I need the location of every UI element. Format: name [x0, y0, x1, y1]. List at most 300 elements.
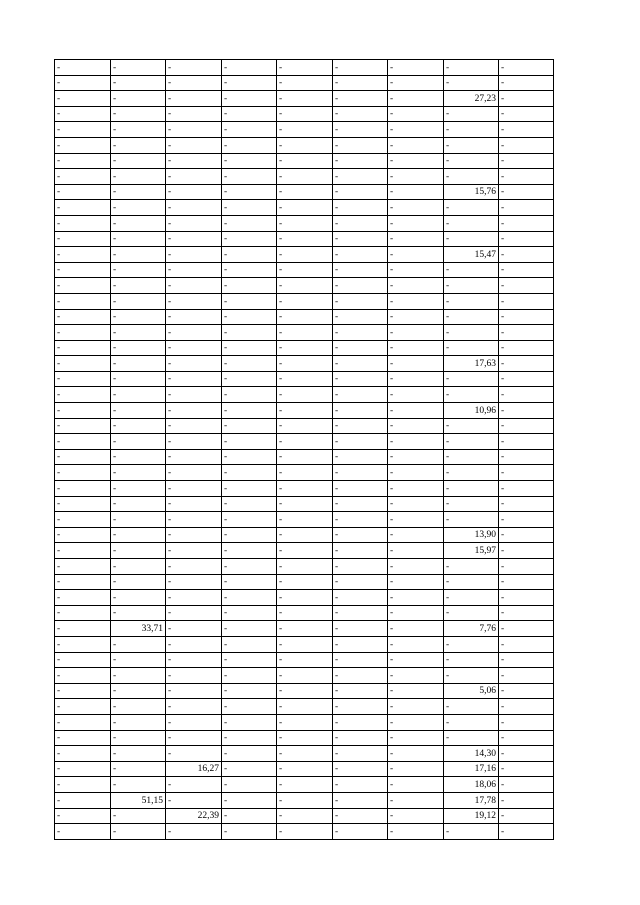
table-cell: - [166, 792, 222, 808]
table-cell: 14,30 [444, 746, 499, 762]
table-cell: - [277, 184, 333, 200]
table-cell: - [499, 153, 554, 169]
table-cell: - [277, 371, 333, 387]
table-cell: - [388, 761, 444, 777]
table-cell: - [166, 403, 222, 419]
table-cell: 7,76 [444, 621, 499, 637]
table-row [55, 683, 554, 699]
table-cell: - [277, 761, 333, 777]
table-cell: - [388, 465, 444, 481]
table-cell: - [222, 496, 277, 512]
table-cell: - [388, 636, 444, 652]
table-cell: - [166, 247, 222, 263]
table-cell: - [111, 496, 166, 512]
table-cell: - [333, 574, 388, 590]
table-cell: - [111, 714, 166, 730]
table-cell: - [388, 184, 444, 200]
table-cell: - [499, 527, 554, 543]
table-cell: - [222, 184, 277, 200]
table-row [55, 714, 554, 730]
table-cell: - [444, 75, 499, 91]
table-cell: - [166, 699, 222, 715]
table-cell: - [277, 106, 333, 122]
table-row [55, 777, 554, 793]
table-cell: - [388, 730, 444, 746]
table-cell: - [388, 215, 444, 231]
table-cell: - [55, 75, 111, 91]
table-row [55, 621, 554, 637]
table-cell: - [388, 247, 444, 263]
table-cell: - [222, 481, 277, 497]
table-cell: - [55, 590, 111, 606]
table-cell: - [499, 293, 554, 309]
table-cell: - [222, 465, 277, 481]
table-cell: - [277, 262, 333, 278]
table-row [55, 75, 554, 91]
table-cell: - [111, 668, 166, 684]
table-cell: - [166, 730, 222, 746]
table-cell: - [388, 169, 444, 185]
table-cell: - [111, 75, 166, 91]
table-cell: 33,71 [111, 621, 166, 637]
table-cell: - [222, 621, 277, 637]
table-cell: - [111, 184, 166, 200]
table-cell: - [499, 621, 554, 637]
table-cell: - [111, 169, 166, 185]
table-cell: - [333, 122, 388, 138]
table-cell: - [277, 75, 333, 91]
table-row [55, 340, 554, 356]
table-cell: - [166, 543, 222, 559]
table-cell: - [388, 356, 444, 372]
table-cell: - [333, 60, 388, 76]
table-cell: - [222, 512, 277, 528]
table-cell: - [222, 434, 277, 450]
table-cell: - [222, 792, 277, 808]
table-cell: - [444, 293, 499, 309]
table-cell: - [499, 824, 554, 840]
table-cell: - [499, 746, 554, 762]
table-cell: - [333, 106, 388, 122]
table-cell: - [55, 808, 111, 824]
table-cell: - [333, 215, 388, 231]
table-cell: - [444, 496, 499, 512]
table-cell: - [55, 387, 111, 403]
table-cell: - [277, 605, 333, 621]
table-cell: 13,90 [444, 527, 499, 543]
table-cell: - [444, 699, 499, 715]
table-cell: - [388, 746, 444, 762]
table-cell: - [222, 574, 277, 590]
table-cell: - [55, 636, 111, 652]
table-cell: - [388, 434, 444, 450]
table-row [55, 60, 554, 76]
table-cell: - [277, 60, 333, 76]
table-cell: - [222, 449, 277, 465]
table-cell: - [444, 590, 499, 606]
table-cell: - [111, 309, 166, 325]
table-cell: - [111, 60, 166, 76]
table-cell: - [55, 418, 111, 434]
table-cell: - [222, 325, 277, 341]
table-row [55, 231, 554, 247]
table-cell: - [55, 683, 111, 699]
table-cell: - [222, 75, 277, 91]
table-cell: - [277, 169, 333, 185]
table-cell: - [388, 621, 444, 637]
table-cell: - [55, 91, 111, 107]
table-cell: - [55, 106, 111, 122]
table-cell: - [499, 559, 554, 575]
table-cell: - [55, 496, 111, 512]
table-row [55, 824, 554, 840]
table-cell: - [277, 356, 333, 372]
table-cell: - [499, 75, 554, 91]
table-cell: - [166, 371, 222, 387]
table-cell: - [333, 371, 388, 387]
table-cell: - [499, 574, 554, 590]
table-cell: - [444, 434, 499, 450]
table-row [55, 512, 554, 528]
table-row [55, 418, 554, 434]
table-cell: - [166, 309, 222, 325]
table-cell: - [499, 262, 554, 278]
table-cell: - [55, 137, 111, 153]
table-cell: - [166, 60, 222, 76]
table-cell: - [333, 730, 388, 746]
table-cell: - [277, 792, 333, 808]
table-cell: - [444, 652, 499, 668]
table-cell: - [333, 231, 388, 247]
table-cell: - [111, 215, 166, 231]
table-cell: - [111, 371, 166, 387]
data-table [54, 59, 554, 840]
table-cell: - [388, 122, 444, 138]
table-cell: - [499, 543, 554, 559]
table-cell: - [388, 590, 444, 606]
table-cell: 16,27 [166, 761, 222, 777]
table-cell: - [222, 169, 277, 185]
table-cell: - [111, 605, 166, 621]
table-cell: - [333, 91, 388, 107]
table-cell: - [277, 668, 333, 684]
table-cell: - [499, 449, 554, 465]
table-cell: - [444, 106, 499, 122]
table-cell: - [166, 668, 222, 684]
table-cell: - [333, 559, 388, 575]
table-cell: - [333, 434, 388, 450]
table-row [55, 215, 554, 231]
table-cell: - [111, 137, 166, 153]
table-cell: 51,15 [111, 792, 166, 808]
table-cell: - [222, 293, 277, 309]
table-row [55, 590, 554, 606]
table-cell: - [333, 824, 388, 840]
table-cell: - [333, 746, 388, 762]
table-cell: - [277, 325, 333, 341]
table-cell: - [277, 247, 333, 263]
table-cell: - [222, 309, 277, 325]
table-cell: - [55, 824, 111, 840]
table-cell: - [166, 75, 222, 91]
table-cell: - [444, 730, 499, 746]
table-cell: - [499, 200, 554, 216]
table-cell: - [499, 403, 554, 419]
table-cell: - [277, 403, 333, 419]
table-cell: - [55, 449, 111, 465]
table-row [55, 746, 554, 762]
table-cell: - [222, 247, 277, 263]
table-cell: - [444, 481, 499, 497]
table-cell: 22,39 [166, 808, 222, 824]
table-cell: - [111, 465, 166, 481]
table-cell: - [166, 387, 222, 403]
table-cell: - [111, 559, 166, 575]
table-cell: - [444, 60, 499, 76]
table-cell: - [166, 652, 222, 668]
table-cell: - [111, 824, 166, 840]
table-cell: - [388, 293, 444, 309]
table-cell: - [333, 652, 388, 668]
table-row [55, 169, 554, 185]
table-cell: - [444, 668, 499, 684]
table-row [55, 262, 554, 278]
table-cell: 15,76 [444, 184, 499, 200]
table-cell: - [444, 387, 499, 403]
table-row [55, 387, 554, 403]
table-cell: - [277, 808, 333, 824]
table-cell: - [333, 683, 388, 699]
table-cell: - [333, 481, 388, 497]
table-cell: - [277, 215, 333, 231]
table-cell: - [55, 293, 111, 309]
table-cell: - [499, 730, 554, 746]
table-cell: - [277, 824, 333, 840]
table-cell: - [499, 605, 554, 621]
table-cell: - [333, 278, 388, 294]
table-cell: - [444, 309, 499, 325]
table-cell: - [222, 60, 277, 76]
table-cell: - [55, 60, 111, 76]
table-cell: - [111, 527, 166, 543]
table-cell: - [499, 652, 554, 668]
table-cell: 17,78 [444, 792, 499, 808]
table-cell: - [388, 543, 444, 559]
table-cell: 17,63 [444, 356, 499, 372]
table-cell: - [499, 512, 554, 528]
table-cell: - [222, 527, 277, 543]
table-cell: - [499, 387, 554, 403]
table-cell: - [444, 449, 499, 465]
table-cell: 17,16 [444, 761, 499, 777]
table-cell: - [388, 91, 444, 107]
table-cell: - [111, 403, 166, 419]
table-cell: - [277, 449, 333, 465]
table-cell: - [277, 527, 333, 543]
table-cell: - [222, 278, 277, 294]
table-cell: - [499, 169, 554, 185]
table-cell: - [166, 434, 222, 450]
table-cell: - [499, 808, 554, 824]
table-cell: - [55, 309, 111, 325]
table-cell: - [55, 215, 111, 231]
table-cell: - [111, 340, 166, 356]
table-row [55, 434, 554, 450]
table-cell: - [444, 153, 499, 169]
table-cell: - [166, 574, 222, 590]
table-cell: - [111, 325, 166, 341]
table-cell: - [499, 231, 554, 247]
table-cell: - [388, 137, 444, 153]
table-row [55, 761, 554, 777]
table-cell: - [166, 777, 222, 793]
table-cell: - [55, 340, 111, 356]
table-cell: - [333, 590, 388, 606]
table-row [55, 543, 554, 559]
table-cell: - [222, 91, 277, 107]
table-cell: - [333, 340, 388, 356]
table-cell: - [55, 668, 111, 684]
table-cell: - [333, 262, 388, 278]
table-cell: - [444, 465, 499, 481]
table-cell: - [111, 636, 166, 652]
table-cell: - [444, 325, 499, 341]
table-cell: - [166, 122, 222, 138]
table-cell: - [444, 636, 499, 652]
table-cell: - [222, 730, 277, 746]
table-cell: - [277, 496, 333, 512]
table-cell: - [222, 746, 277, 762]
table-cell: - [222, 418, 277, 434]
table-cell: - [499, 309, 554, 325]
table-cell: - [111, 652, 166, 668]
table-cell: - [333, 387, 388, 403]
table-cell: - [388, 527, 444, 543]
table-cell: - [388, 403, 444, 419]
table-row [55, 325, 554, 341]
table-cell: - [444, 122, 499, 138]
table-cell: - [333, 169, 388, 185]
table-cell: - [111, 293, 166, 309]
table-cell: - [166, 590, 222, 606]
table-cell: - [55, 153, 111, 169]
table-cell: - [222, 122, 277, 138]
table-cell: - [333, 247, 388, 263]
table-cell: - [55, 371, 111, 387]
table-cell: - [55, 184, 111, 200]
table-row [55, 309, 554, 325]
table-cell: - [388, 75, 444, 91]
table-cell: - [277, 590, 333, 606]
table-cell: - [388, 824, 444, 840]
table-row [55, 371, 554, 387]
table-row [55, 808, 554, 824]
table-cell: - [166, 621, 222, 637]
table-cell: - [444, 574, 499, 590]
table-cell: 15,97 [444, 543, 499, 559]
table-cell: - [55, 730, 111, 746]
table-cell: - [333, 714, 388, 730]
table-cell: - [55, 122, 111, 138]
table-cell: - [333, 668, 388, 684]
table-cell: - [277, 309, 333, 325]
table-row [55, 527, 554, 543]
table-cell: - [166, 231, 222, 247]
table-cell: - [388, 340, 444, 356]
table-cell: - [333, 200, 388, 216]
table-cell: - [499, 215, 554, 231]
table-cell: - [499, 247, 554, 263]
table-cell: - [277, 481, 333, 497]
table-cell: - [388, 605, 444, 621]
table-cell: - [222, 371, 277, 387]
table-cell: - [277, 699, 333, 715]
table-cell: - [166, 278, 222, 294]
table-cell: - [166, 481, 222, 497]
table-cell: - [277, 340, 333, 356]
table-cell: 27,23 [444, 91, 499, 107]
table-cell: - [111, 434, 166, 450]
table-cell: - [55, 605, 111, 621]
table-cell: - [111, 761, 166, 777]
table-cell: - [166, 184, 222, 200]
table-cell: - [444, 340, 499, 356]
table-cell: - [111, 106, 166, 122]
table-cell: - [444, 231, 499, 247]
table-cell: - [222, 403, 277, 419]
table-cell: - [499, 278, 554, 294]
table-cell: - [166, 465, 222, 481]
table-cell: - [444, 824, 499, 840]
table-cell: - [222, 543, 277, 559]
table-cell: - [166, 714, 222, 730]
table-cell: - [333, 356, 388, 372]
table-cell: - [444, 512, 499, 528]
table-row [55, 293, 554, 309]
table-cell: - [388, 496, 444, 512]
table-cell: - [499, 325, 554, 341]
table-cell: - [222, 340, 277, 356]
table-cell: - [222, 652, 277, 668]
table-cell: - [222, 808, 277, 824]
table-row [55, 481, 554, 497]
table-cell: - [277, 91, 333, 107]
table-row [55, 496, 554, 512]
table-cell: - [499, 714, 554, 730]
table-cell: - [166, 137, 222, 153]
table-cell: - [55, 465, 111, 481]
table-row [55, 106, 554, 122]
table-cell: - [499, 371, 554, 387]
table-cell: - [277, 777, 333, 793]
table-cell: - [499, 481, 554, 497]
table-cell: - [499, 418, 554, 434]
table-cell: - [111, 512, 166, 528]
table-cell: - [111, 418, 166, 434]
table-row [55, 730, 554, 746]
table-cell: - [55, 559, 111, 575]
table-cell: - [111, 200, 166, 216]
table-cell: - [499, 668, 554, 684]
table-cell: - [444, 278, 499, 294]
table-cell: - [166, 559, 222, 575]
table-cell: - [333, 137, 388, 153]
table-cell: - [277, 683, 333, 699]
table-row [55, 449, 554, 465]
table-cell: - [277, 746, 333, 762]
table-cell: - [388, 231, 444, 247]
table-row [55, 636, 554, 652]
